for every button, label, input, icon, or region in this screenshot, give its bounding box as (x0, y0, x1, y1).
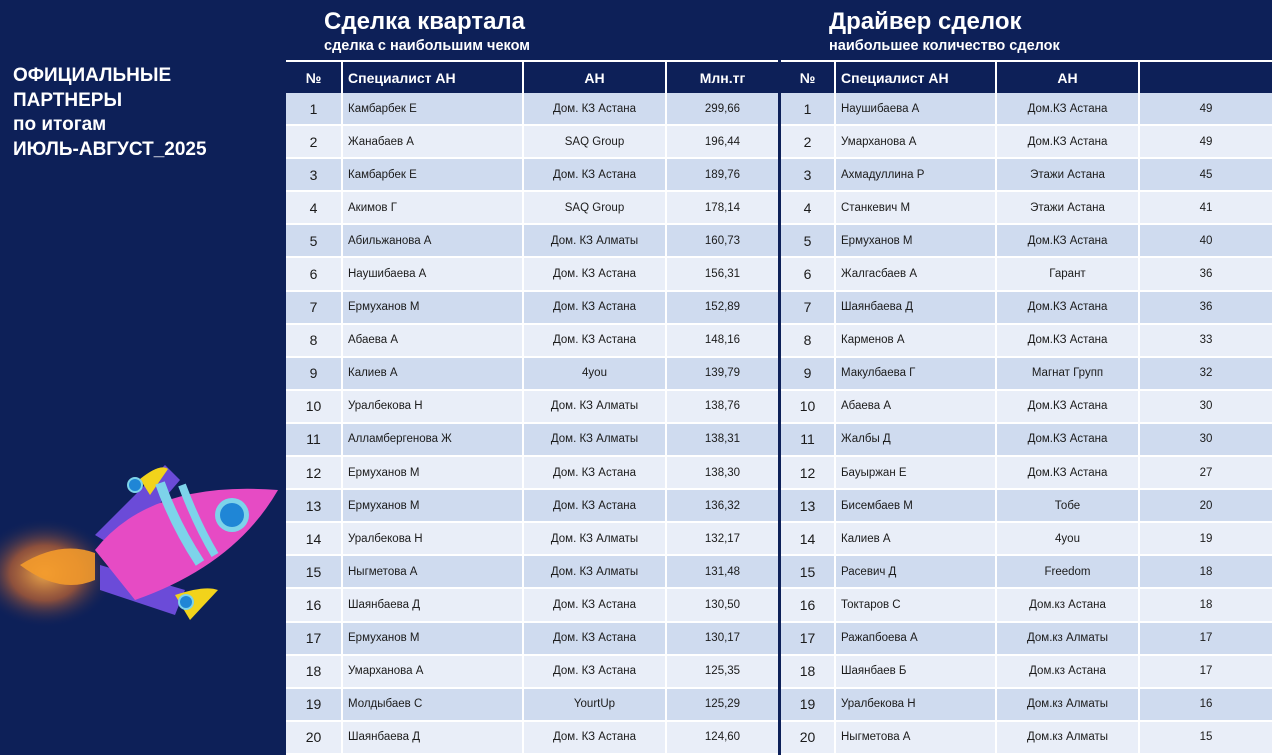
agency-name: Дом. КЗ Астана (524, 589, 667, 622)
specialist-name: Ермуханов М (343, 457, 524, 490)
specialist-name: Уралбекова Н (343, 391, 524, 424)
top-deal-table (286, 62, 778, 755)
row-value: 27 (1140, 457, 1272, 490)
agency-name: Гарант (997, 258, 1140, 291)
table-row (286, 556, 778, 589)
agency-name: SAQ Group (524, 192, 667, 225)
row-value: 15 (1140, 722, 1272, 755)
row-number: 10 (781, 391, 836, 424)
agency-name: Дом.кз Алматы (997, 623, 1140, 656)
table-row (781, 192, 1272, 225)
row-number: 13 (781, 490, 836, 523)
top-deal-title: Сделка квартала (324, 8, 526, 35)
row-number: 4 (286, 192, 343, 225)
agency-name: Дом.КЗ Астана (997, 292, 1140, 325)
row-number: 11 (286, 424, 343, 457)
row-number: 12 (286, 457, 343, 490)
col-amount: Млн.тг (667, 62, 778, 93)
row-value: 138,30 (667, 457, 778, 490)
agency-name: Дом. КЗ Астана (524, 159, 667, 192)
table-row (781, 358, 1272, 391)
agency-name: Дом. КЗ Алматы (524, 556, 667, 589)
row-number: 2 (286, 126, 343, 159)
specialist-name: Молдыбаев С (343, 689, 524, 722)
row-number: 16 (781, 589, 836, 622)
row-value: 124,60 (667, 722, 778, 755)
specialist-name: Шаянбаева Д (836, 292, 997, 325)
row-number: 7 (286, 292, 343, 325)
agency-name: 4you (524, 358, 667, 391)
row-value: 30 (1140, 424, 1272, 457)
specialist-name: Ныгметова А (343, 556, 524, 589)
specialist-name: Ермуханов М (343, 292, 524, 325)
specialist-name: Шаянбаев Б (836, 656, 997, 689)
agency-name: Дом.КЗ Астана (997, 424, 1140, 457)
row-number: 7 (781, 292, 836, 325)
specialist-name: Шаянбаева Д (343, 722, 524, 755)
row-value: 148,16 (667, 325, 778, 358)
row-number: 6 (781, 258, 836, 291)
row-number: 5 (781, 225, 836, 258)
table-row (781, 689, 1272, 722)
specialist-name: Ахмадуллина Р (836, 159, 997, 192)
row-value: 131,48 (667, 556, 778, 589)
table-row (286, 258, 778, 291)
table-row (286, 722, 778, 755)
row-value: 45 (1140, 159, 1272, 192)
table-row (781, 490, 1272, 523)
table-row (286, 159, 778, 192)
agency-name: Дом.КЗ Астана (997, 457, 1140, 490)
row-number: 14 (286, 523, 343, 556)
specialist-name: Ныгметова А (836, 722, 997, 755)
specialist-name: Абаева А (343, 325, 524, 358)
agency-name: SAQ Group (524, 126, 667, 159)
specialist-name: Бисембаев М (836, 490, 997, 523)
table-row (286, 225, 778, 258)
deal-driver-header (781, 0, 1272, 60)
deal-driver-panel (781, 0, 1272, 746)
table-row (781, 556, 1272, 589)
row-value: 125,29 (667, 689, 778, 722)
row-number: 9 (781, 358, 836, 391)
specialist-name: Камбарбек Е (343, 93, 524, 126)
table-row (286, 391, 778, 424)
row-number: 8 (286, 325, 343, 358)
agency-name: Freedom (997, 556, 1140, 589)
table-row (781, 457, 1272, 490)
row-number: 19 (286, 689, 343, 722)
table-row (286, 93, 778, 126)
table-row (286, 424, 778, 457)
specialist-name: Акимов Г (343, 192, 524, 225)
row-value: 20 (1140, 490, 1272, 523)
agency-name: Тобе (997, 490, 1140, 523)
agency-name: Дом.КЗ Астана (997, 126, 1140, 159)
row-number: 18 (781, 656, 836, 689)
table-row (781, 292, 1272, 325)
agency-name: Дом.КЗ Астана (997, 391, 1140, 424)
sidebar (0, 0, 286, 710)
col-specialist: Специалист АН (836, 62, 997, 93)
specialist-name: Абильжанова А (343, 225, 524, 258)
col-deal-count (1140, 62, 1272, 93)
specialist-name: Жалгасбаев А (836, 258, 997, 291)
col-agency: АН (524, 62, 667, 93)
title-line-2: ПАРТНЕРЫ (13, 89, 123, 111)
top-deal-panel (286, 0, 778, 746)
agency-name: Дом.КЗ Астана (997, 93, 1140, 126)
specialist-name: Ермуханов М (343, 490, 524, 523)
table-row (781, 225, 1272, 258)
row-value: 178,14 (667, 192, 778, 225)
table-row (781, 589, 1272, 622)
row-value: 36 (1140, 292, 1272, 325)
specialist-name: Уралбекова Н (343, 523, 524, 556)
agency-name: Дом. КЗ Астана (524, 292, 667, 325)
agency-name: Дом. КЗ Астана (524, 93, 667, 126)
row-number: 3 (286, 159, 343, 192)
row-number: 2 (781, 126, 836, 159)
specialist-name: Калиев А (343, 358, 524, 391)
row-value: 138,76 (667, 391, 778, 424)
title-line-3: по итогам (13, 114, 107, 135)
table-row (286, 623, 778, 656)
specialist-name: Алламбергенова Ж (343, 424, 524, 457)
table-row (286, 523, 778, 556)
row-value: 196,44 (667, 126, 778, 159)
row-value: 19 (1140, 523, 1272, 556)
col-agency: АН (997, 62, 1140, 93)
table-row (286, 689, 778, 722)
table-row (781, 391, 1272, 424)
agency-name: Дом. КЗ Астана (524, 457, 667, 490)
row-number: 18 (286, 656, 343, 689)
deal-driver-title: Драйвер сделок (829, 8, 1022, 35)
table-row (781, 126, 1272, 159)
agency-name: Дом. КЗ Астана (524, 325, 667, 358)
agency-name: Дом. КЗ Алматы (524, 225, 667, 258)
specialist-name: Карменов А (836, 325, 997, 358)
table-row (781, 325, 1272, 358)
row-value: 49 (1140, 93, 1272, 126)
page-title (13, 64, 207, 162)
table-row (286, 192, 778, 225)
deal-driver-table (781, 62, 1272, 755)
table-row (781, 722, 1272, 755)
row-value: 32 (1140, 358, 1272, 391)
agency-name: Этажи Астана (997, 159, 1140, 192)
row-value: 18 (1140, 589, 1272, 622)
agency-name: Дом.кз Астана (997, 589, 1140, 622)
row-value: 41 (1140, 192, 1272, 225)
row-value: 30 (1140, 391, 1272, 424)
specialist-name: Умарханова А (343, 656, 524, 689)
row-value: 40 (1140, 225, 1272, 258)
row-value: 299,66 (667, 93, 778, 126)
agency-name: Дом.кз Алматы (997, 722, 1140, 755)
agency-name: Дом. КЗ Алматы (524, 424, 667, 457)
specialist-name: Камбарбек Е (343, 159, 524, 192)
title-line-1: ОФИЦИАЛЬНЫЕ (13, 65, 172, 86)
specialist-name: Макулбаева Г (836, 358, 997, 391)
agency-name: Магнат Групп (997, 358, 1140, 391)
agency-name: Дом. КЗ Астана (524, 722, 667, 755)
specialist-name: Бауыржан Е (836, 457, 997, 490)
specialist-name: Ражапбоева А (836, 623, 997, 656)
table-row (781, 93, 1272, 126)
row-value: 138,31 (667, 424, 778, 457)
row-value: 49 (1140, 126, 1272, 159)
agency-name: Дом. КЗ Астана (524, 656, 667, 689)
specialist-name: Шаянбаева Д (343, 589, 524, 622)
specialist-name: Токтаров С (836, 589, 997, 622)
row-number: 17 (781, 623, 836, 656)
row-value: 36 (1140, 258, 1272, 291)
table-row (781, 159, 1272, 192)
row-number: 19 (781, 689, 836, 722)
top-deal-subtitle: сделка с наибольшим чеком (324, 38, 530, 54)
table-row (286, 490, 778, 523)
specialist-name: Жанабаев А (343, 126, 524, 159)
specialist-name: Наушибаева А (836, 93, 997, 126)
specialist-name: Ермуханов М (343, 623, 524, 656)
row-value: 125,35 (667, 656, 778, 689)
row-value: 136,32 (667, 490, 778, 523)
row-value: 17 (1140, 623, 1272, 656)
col-number: № (781, 62, 836, 93)
table-row (781, 424, 1272, 457)
specialist-name: Жалбы Д (836, 424, 997, 457)
row-value: 156,31 (667, 258, 778, 291)
row-number: 4 (781, 192, 836, 225)
specialist-name: Станкевич М (836, 192, 997, 225)
agency-name: Дом. КЗ Астана (524, 623, 667, 656)
row-number: 9 (286, 358, 343, 391)
row-number: 16 (286, 589, 343, 622)
agency-name: Дом. КЗ Астана (524, 258, 667, 291)
row-number: 15 (781, 556, 836, 589)
row-value: 16 (1140, 689, 1272, 722)
row-number: 20 (781, 722, 836, 755)
specialist-name: Ермуханов М (836, 225, 997, 258)
table-row (781, 656, 1272, 689)
col-number: № (286, 62, 343, 93)
table-row (286, 126, 778, 159)
agency-name: Дом. КЗ Алматы (524, 391, 667, 424)
table-row (781, 258, 1272, 291)
row-value: 189,76 (667, 159, 778, 192)
row-number: 10 (286, 391, 343, 424)
row-number: 8 (781, 325, 836, 358)
rocket-icon (0, 455, 286, 655)
row-number: 17 (286, 623, 343, 656)
specialist-name: Калиев А (836, 523, 997, 556)
agency-name: Дом. КЗ Астана (524, 490, 667, 523)
agency-name: Дом.кз Алматы (997, 689, 1140, 722)
deal-driver-subtitle: наибольшее количество сделок (829, 38, 1060, 54)
table-row (286, 292, 778, 325)
row-number: 15 (286, 556, 343, 589)
agency-name: Дом.кз Астана (997, 656, 1140, 689)
row-number: 20 (286, 722, 343, 755)
agency-name: Этажи Астана (997, 192, 1140, 225)
row-number: 14 (781, 523, 836, 556)
title-line-4: ИЮЛЬ-АВГУСТ_2025 (13, 138, 207, 160)
row-value: 160,73 (667, 225, 778, 258)
row-number: 1 (286, 93, 343, 126)
row-value: 18 (1140, 556, 1272, 589)
col-specialist: Специалист АН (343, 62, 524, 93)
row-value: 17 (1140, 656, 1272, 689)
specialist-name: Наушибаева А (343, 258, 524, 291)
row-number: 1 (781, 93, 836, 126)
specialist-name: Уралбекова Н (836, 689, 997, 722)
row-value: 132,17 (667, 523, 778, 556)
agency-name: Дом.КЗ Астана (997, 325, 1140, 358)
row-number: 5 (286, 225, 343, 258)
row-number: 13 (286, 490, 343, 523)
table-row (286, 358, 778, 391)
specialist-name: Абаева А (836, 391, 997, 424)
row-value: 130,17 (667, 623, 778, 656)
top-deal-header (286, 0, 778, 60)
table-row (781, 523, 1272, 556)
row-value: 33 (1140, 325, 1272, 358)
table-row (286, 457, 778, 490)
row-number: 11 (781, 424, 836, 457)
row-number: 3 (781, 159, 836, 192)
specialist-name: Расевич Д (836, 556, 997, 589)
table-row (781, 623, 1272, 656)
row-number: 12 (781, 457, 836, 490)
row-value: 130,50 (667, 589, 778, 622)
row-value: 139,79 (667, 358, 778, 391)
specialist-name: Умарханова А (836, 126, 997, 159)
row-number: 6 (286, 258, 343, 291)
row-value: 152,89 (667, 292, 778, 325)
agency-name: YourtUp (524, 689, 667, 722)
agency-name: Дом.КЗ Астана (997, 225, 1140, 258)
agency-name: 4you (997, 523, 1140, 556)
table-row (286, 589, 778, 622)
table-row (286, 656, 778, 689)
agency-name: Дом. КЗ Алматы (524, 523, 667, 556)
table-row (286, 325, 778, 358)
